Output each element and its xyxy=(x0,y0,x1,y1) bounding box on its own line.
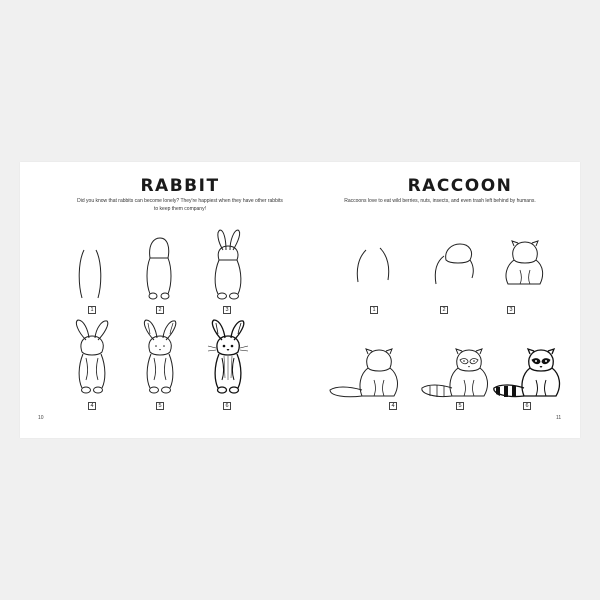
page-title-raccoon: RACCOON xyxy=(407,176,513,196)
rabbit-step-4-number: 4 xyxy=(88,402,96,410)
raccoon-step-3-drawing xyxy=(500,238,550,288)
rabbit-step-5-number: 5 xyxy=(156,402,164,410)
raccoon-step-5-drawing xyxy=(418,346,494,400)
raccoon-step-4-drawing xyxy=(328,346,404,400)
rabbit-step-1-number: 1 xyxy=(88,306,96,314)
raccoon-step-3-number: 3 xyxy=(507,306,515,314)
rabbit-step-2-number: 2 xyxy=(156,306,164,314)
rabbit-step-3-drawing xyxy=(206,228,250,304)
page-number-right: 11 xyxy=(556,415,562,421)
rabbit-step-4-drawing xyxy=(70,318,114,398)
raccoon-step-4-number: 4 xyxy=(389,402,397,410)
raccoon-step-2-drawing xyxy=(428,242,480,288)
rabbit-step-2-drawing xyxy=(138,236,180,302)
raccoon-step-6-drawing xyxy=(490,346,566,400)
rabbit-step-1-drawing xyxy=(70,248,110,302)
page-number-left: 10 xyxy=(38,415,44,421)
rabbit-step-3-number: 3 xyxy=(223,306,231,314)
intro-rabbit-line2: to keep them company! xyxy=(154,206,206,212)
page-title-rabbit: RABBIT xyxy=(140,176,220,196)
intro-rabbit-line1: Did you know that rabbits can become lonely? They're happiest when they have other rabbits xyxy=(77,198,283,204)
raccoon-step-2-number: 2 xyxy=(440,306,448,314)
intro-raccoon: Raccoons love to eat wild berries, nuts, insects, and even trash left behind by humans. xyxy=(344,198,536,204)
rabbit-step-6-drawing xyxy=(206,318,250,398)
raccoon-step-5-number: 5 xyxy=(456,402,464,410)
raccoon-step-1-drawing xyxy=(350,246,400,286)
book-spread xyxy=(20,162,580,438)
raccoon-step-6-number: 6 xyxy=(523,402,531,410)
rabbit-step-6-number: 6 xyxy=(223,402,231,410)
rabbit-step-5-drawing xyxy=(138,318,182,398)
raccoon-step-1-number: 1 xyxy=(370,306,378,314)
